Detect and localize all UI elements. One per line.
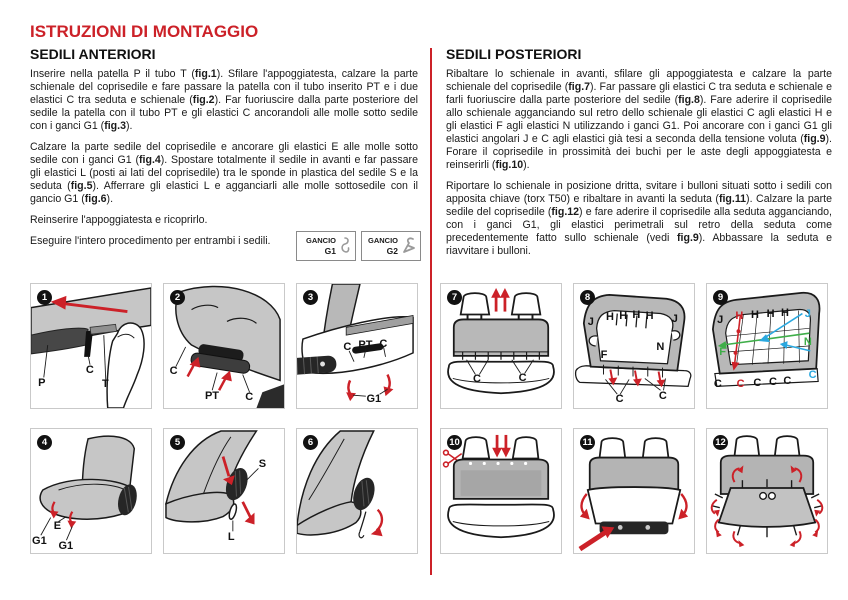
figure-number-badge: 7: [447, 290, 462, 305]
hook-g1-text: [306, 236, 336, 256]
figure-part-label: T: [102, 378, 109, 391]
rear-figures-grid: [440, 283, 828, 554]
figure-number-badge: 12: [713, 435, 728, 450]
figure-number-badge: 2: [170, 290, 185, 305]
page-title: ISTRUZIONI DI MONTAGGIO: [30, 22, 259, 41]
rear-paragraph-1: Ribaltare lo schienale in avanti, sfilare gli appoggiatesta e calzare la parte schienale del coprisedile (fig.7). Far passare gli elastici C tra seduta e schienale e farli fuoriuscire dalla parte posteriore del sedile (fig.8). Fare aderire il coprisedile allo schienale agganciando sul retro dello schienale gli elastici C agli elastici H e gli elastici F agli elastici N utilizzando i ganci G1. Poi ancorare con i ganci G1 gli elastici angolari J e C agli elastici già tesi a seconda della tensione voluta (fig.9). Forare il coprisedile in prossimità dei buchi per le aste degli appoggiatesta e reinserirli (fig.10).: [446, 68, 832, 171]
figure-part-label: C: [736, 378, 745, 391]
figure-part-label: P: [38, 377, 46, 390]
figure-part-label: F: [719, 346, 726, 359]
hook-g2-label: GANCIO: [368, 236, 398, 245]
figure-part-label: C: [808, 368, 817, 381]
hook-g1-label: GANCIO: [306, 236, 336, 245]
figure-part-label: H: [766, 307, 775, 320]
figure-part-label: E: [53, 519, 62, 532]
hook-g1-box: [296, 231, 356, 261]
figure-part-label: H: [632, 309, 641, 321]
figure-number-badge: 4: [37, 435, 52, 450]
hook-g1-code: G1: [324, 246, 336, 256]
figure-7: [440, 283, 562, 409]
figure-part-label: C: [753, 377, 762, 390]
figure-part-label: C: [169, 364, 178, 377]
front-paragraph-1: Inserire nella patella P il tubo T (fig.1). Sfilare l'appoggiatesta, calzare la parte schienale del coprisedile e fare passare la patella con il tubo inserito PT e i due elastici C tra seduta e schienale (fig.2). Far fuoriuscire dalla parte posteriore del sedile la patella con il tubo PT e gli elastici C ancorandoli alle molle sotto sedile con i ganci G1 (fig.3).: [30, 68, 419, 132]
figure-12: [706, 428, 828, 554]
rear-paragraph-2: Riportare lo schienale in posizione dritta, svitare i bulloni situati sotto i sedili con apposita chiave (torx T50) e ribaltare in avanti la seduta (fig.11). Calzare la parte sedile del coprisedile (fig.12) e fare aderire il coprisedile alla seduta agganciando, con i ganci G1, gli elastici perimetrali sul retro della seduta come precedentemente fatto sullo schienale (vedi fig.9). Abbassare la seduta e riavvitare i bulloni.: [446, 180, 832, 257]
figure-part-label: F: [600, 348, 608, 361]
figure-part-label: S: [258, 457, 267, 470]
figure-part-label: J: [671, 312, 678, 325]
front-paragraph-3: Reinserire l'appoggiatesta e ricoprirlo.: [30, 214, 208, 226]
figure-3: [296, 283, 418, 409]
figure-number-badge: 8: [580, 290, 595, 305]
figure-part-label: J: [804, 307, 811, 320]
figure-11: [573, 428, 695, 554]
figure-number-badge: 9: [713, 290, 728, 305]
hook-g2-code: G2: [386, 246, 398, 256]
figure-part-label: J: [717, 313, 724, 326]
hook-legend: [296, 231, 421, 261]
figure-5: [163, 428, 285, 554]
figure-part-label: C: [783, 374, 792, 387]
figure-part-label: C: [245, 390, 254, 403]
figure-part-label: C: [769, 375, 777, 388]
figure-part-label: C: [85, 363, 94, 376]
column-divider: [430, 48, 432, 575]
figure-1: [30, 283, 152, 409]
figure-part-label: G1: [32, 534, 47, 547]
figure-part-label: C: [658, 389, 667, 402]
figure-part-label: N: [656, 341, 665, 354]
front-seats-heading: SEDILI ANTERIORI: [30, 46, 156, 62]
figure-number-badge: 6: [303, 435, 318, 450]
figure-part-label: J: [587, 316, 594, 329]
flat-hook-icon: [401, 236, 417, 256]
figure-8: [573, 283, 695, 409]
figure-number-badge: 5: [170, 435, 185, 450]
front-paragraph-2: Calzare la parte sedile del coprisedile e ancorare gli elastici E alle molle sotto sedile con i ganci G1 (fig.4). Spostare totalmente il sedile in avanti e far passare gli elastici L (posti ai lati del coprisedile) tra le sponde in plastica del sedile S e la seduta (fig.5). Afferrare gli elastici L e agganciarli alle molle sottosedile con il gancio G1 (fig.6).: [30, 141, 418, 205]
figure-part-label: G1: [58, 539, 74, 552]
figure-part-label: H: [735, 310, 744, 323]
figure-part-label: G1: [366, 393, 382, 406]
figure-part-label: C: [343, 341, 352, 354]
rear-seats-heading: SEDILI POSTERIORI: [446, 46, 582, 62]
figure-part-label: H: [781, 306, 789, 319]
figure-part-label: PT: [358, 338, 373, 351]
figure-part-label: H: [606, 311, 614, 324]
figure-10: [440, 428, 562, 554]
hook-g2-box: [361, 231, 421, 261]
figure-part-label: H: [645, 310, 654, 323]
figure-number-badge: 10: [447, 435, 462, 450]
figure-part-label: C: [615, 393, 624, 406]
wire-s-hook-icon: [339, 236, 352, 256]
figure-part-label: N: [803, 336, 812, 349]
figure-number-badge: 1: [37, 290, 52, 305]
figure-part-label: C: [518, 372, 527, 385]
figure-number-badge: 3: [303, 290, 318, 305]
figure-number-badge: 11: [580, 435, 595, 450]
front-figures-grid: [30, 283, 418, 554]
figure-2: [163, 283, 285, 409]
figure-part-label: C: [713, 378, 722, 391]
front-paragraph-4: Eseguire l'intero procedimento per entrambi i sedili.: [30, 235, 271, 247]
figure-part-label: C: [379, 337, 388, 350]
front-seats-section: [30, 46, 418, 256]
figure-part-label: PT: [204, 389, 220, 402]
figure-part-label: C: [473, 373, 481, 386]
figure-part-label: L: [227, 530, 235, 543]
figure-9: [706, 283, 828, 409]
figure-6: [296, 428, 418, 554]
hook-g2-text: [368, 236, 398, 256]
figure-4: [30, 428, 152, 554]
rear-seats-section: [446, 46, 832, 266]
figure-part-label: H: [751, 309, 759, 321]
figure-part-label: H: [619, 310, 628, 323]
